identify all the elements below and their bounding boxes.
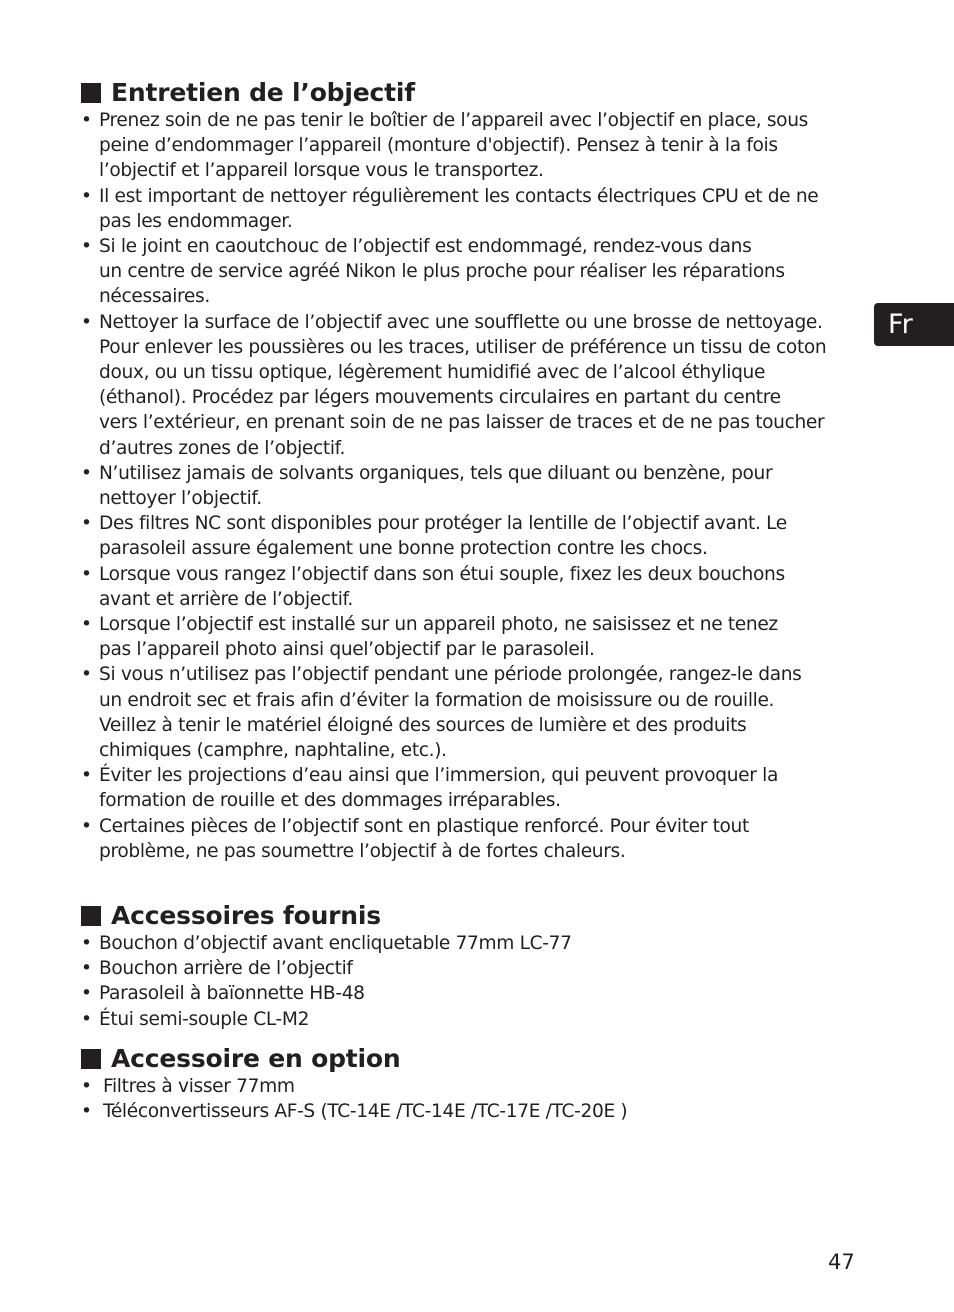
list-item-text: Si le joint en caoutchouc de l’objectif est endommagé, rendez-vous dans un centre de service agréé Nikon le plus proche pour réaliser les réparations nécessaires. <box>99 236 785 308</box>
list-item <box>81 763 861 813</box>
list-item <box>81 562 861 612</box>
list-item-text: Nettoyer la surface de l’objectif avec une soufflette ou une brosse de nettoyage. Pour enlever les poussières ou les traces, utiliser de préférence un tissu de coton doux, ou un tissu optique, légèrement humidifié avec de l’alcool éthylique (éthanol). Procédez par légers mouvements circulaires en partant du centre vers l’extérieur, en prenant soin de ne pas laisser de traces et de ne pas toucher d’autres zones de l’objectif. <box>99 311 827 459</box>
bullet-list-entretien <box>81 108 861 864</box>
list-item-text: N’utilisez jamais de solvants organiques, tels que diluant ou benzène, pour nettoyer l’objectif. <box>99 462 773 510</box>
bullet-icon: • <box>81 1101 92 1123</box>
list-item <box>81 1007 861 1032</box>
heading-square-icon <box>81 1049 101 1069</box>
heading-square-icon <box>81 906 101 926</box>
list-item-text: Parasoleil à baïonnette HB-48 <box>99 983 365 1005</box>
bullet-icon: • <box>81 614 92 636</box>
list-item-text: Des filtres NC sont disponibles pour protéger la lentille de l’objectif avant. Le parasoleil assure également une bonne protection contre les chocs. <box>99 513 787 560</box>
bullet-icon: • <box>81 462 92 484</box>
list-item-text: Si vous n’utilisez pas l’objectif pendant une période prolongée, rangez-le dans un endroit sec et frais afin d’éviter la formation de moisissure ou de rouille. Veillez à tenir le matériel éloigné des sources de lumière et des produits chimiques (camphre, naphtaline, etc.). <box>99 664 802 762</box>
list-item <box>81 1099 861 1124</box>
bullet-icon: • <box>81 765 92 787</box>
heading-text: Entretien de l’objectif <box>111 78 415 107</box>
list-item-text: Bouchon arrière de l’objectif <box>99 958 353 980</box>
list-item <box>81 310 861 461</box>
list-item-text: Éviter les projections d’eau ainsi que l’immersion, qui peuvent provoquer la formation de rouille et des dommages irréparables. <box>99 765 778 812</box>
section-accessoires-fournis <box>81 901 861 1032</box>
bullet-icon: • <box>81 185 92 207</box>
list-item-text: Prenez soin de ne pas tenir le boîtier de l’appareil avec l’objectif en place, sous peine d’endommager l’appareil (monture d'objectif). Pensez à tenir à la fois l’objectif et l’appareil lorsque vous le transportez. <box>99 110 808 182</box>
list-item-text: Lorsque vous rangez l’objectif dans son étui souple, fixez les deux bouchons avant et arrière de l’objectif. <box>99 563 785 610</box>
list-item <box>81 931 861 956</box>
list-item <box>81 1074 861 1099</box>
list-item <box>81 511 861 561</box>
list-item-text: Il est important de nettoyer régulièrement les contacts électriques CPU et de ne pas les endommager. <box>99 185 819 232</box>
section-heading-entretien <box>81 78 861 108</box>
bullet-icon: • <box>81 815 92 837</box>
list-item <box>81 234 861 310</box>
page-number: 47 <box>828 1250 855 1274</box>
list-item <box>81 814 861 864</box>
list-item <box>81 461 861 511</box>
list-item <box>81 184 861 234</box>
language-tab: Fr <box>874 303 954 346</box>
list-item-text: Certaines pièces de l’objectif sont en plastique renforcé. Pour éviter tout problème, ne pas soumettre l’objectif à de fortes chaleurs. <box>99 815 749 862</box>
section-heading-option <box>81 1044 861 1074</box>
section-heading-accessoires <box>81 901 861 931</box>
list-item <box>81 612 861 662</box>
list-item-text: Étui semi-souple CL-M2 <box>99 1008 310 1030</box>
list-item-text: Bouchon d’objectif avant encliquetable 77mm LC-77 <box>99 933 572 954</box>
list-item-text: Lorsque l’objectif est installé sur un appareil photo, ne saisissez et ne tenez pas l’appareil photo ainsi quel’objectif par le parasoleil. <box>99 614 778 661</box>
bullet-icon: • <box>81 110 92 131</box>
list-item <box>81 956 861 981</box>
bullet-icon: • <box>81 513 92 535</box>
bullet-icon: • <box>81 958 92 980</box>
bullet-icon: • <box>81 664 92 686</box>
list-item <box>81 108 861 184</box>
list-item <box>81 662 861 763</box>
bullet-icon: • <box>81 563 92 585</box>
heading-text: Accessoire en option <box>111 1044 401 1073</box>
section-accessoire-option <box>81 1044 861 1124</box>
bullet-icon: • <box>81 311 92 333</box>
list-item-text: Filtres à visser 77mm <box>103 1076 295 1097</box>
bullet-list-accessoires <box>81 931 861 1032</box>
list-item-text: Téléconvertisseurs AF-S (TC-14E /TC-14E /TC-17E /TC-20E ) <box>103 1101 628 1123</box>
bullet-icon: • <box>81 983 92 1005</box>
bullet-icon: • <box>81 1008 92 1030</box>
section-entretien <box>81 78 861 864</box>
bullet-icon: • <box>81 236 92 258</box>
bullet-icon: • <box>81 933 92 954</box>
bullet-icon: • <box>81 1076 92 1097</box>
heading-square-icon <box>81 83 101 103</box>
bullet-list-option <box>81 1074 861 1124</box>
heading-text: Accessoires fournis <box>111 901 381 930</box>
list-item <box>81 981 861 1006</box>
